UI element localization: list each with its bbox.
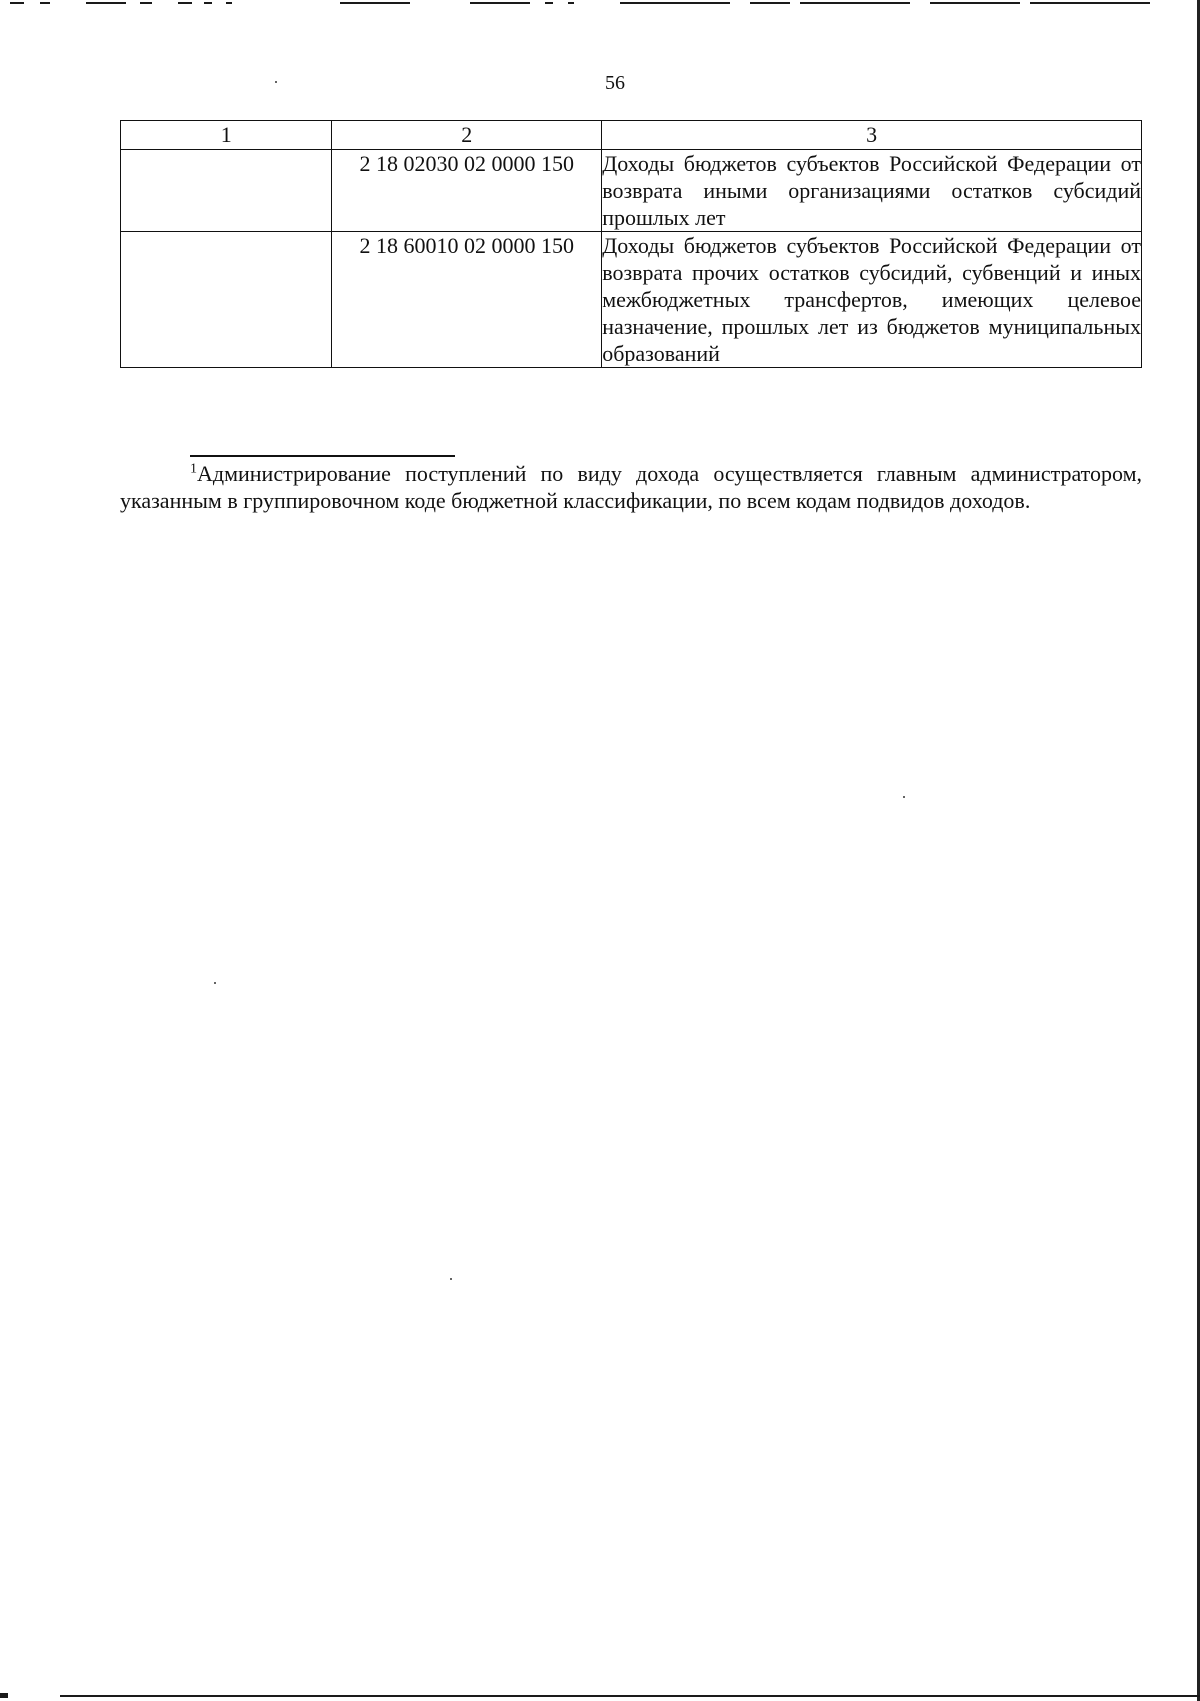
- budget-code-cell: 2 18 02030 02 0000 150: [332, 150, 602, 232]
- scan-speck: [214, 982, 216, 984]
- footnote-text: Администрирование поступлений по виду дохода осуществляется главным администратором, указанным в группировочном коде бюджетной классификации, по всем кодам подвидов доходов.: [120, 461, 1142, 513]
- column-header: 3: [602, 121, 1142, 150]
- scan-edge-bottom: [0, 1691, 1200, 1701]
- description-cell: Доходы бюджетов субъектов Российской Федерации от возврата прочих остатков субсидий, субвенций и иных межбюджетных трансфертов, имеющих целевое назначение, прошлых лет из бюджетов муниципальных образований: [602, 233, 1141, 366]
- scan-speck: [903, 796, 905, 798]
- footnote-marker: 1: [190, 461, 197, 477]
- column-header: 2: [332, 121, 602, 150]
- scan-speck: [450, 1278, 452, 1280]
- admin-code-cell: [121, 150, 332, 232]
- table-header-row: [121, 121, 1142, 150]
- revenue-table: [120, 120, 1142, 368]
- footnote: [120, 460, 1142, 514]
- description-cell: Доходы бюджетов субъектов Российской Федерации от возврата иными организациями остатков субсидий прошлых лет: [602, 151, 1141, 230]
- scan-edge-top: [0, 0, 1200, 6]
- table-row: [121, 150, 1142, 232]
- table-row: [121, 232, 1142, 368]
- page-number: 56: [605, 72, 625, 94]
- budget-code-cell: 2 18 60010 02 0000 150: [332, 232, 602, 368]
- footnote-separator: [190, 455, 455, 457]
- admin-code-cell: [121, 232, 332, 368]
- column-header: 1: [121, 121, 332, 150]
